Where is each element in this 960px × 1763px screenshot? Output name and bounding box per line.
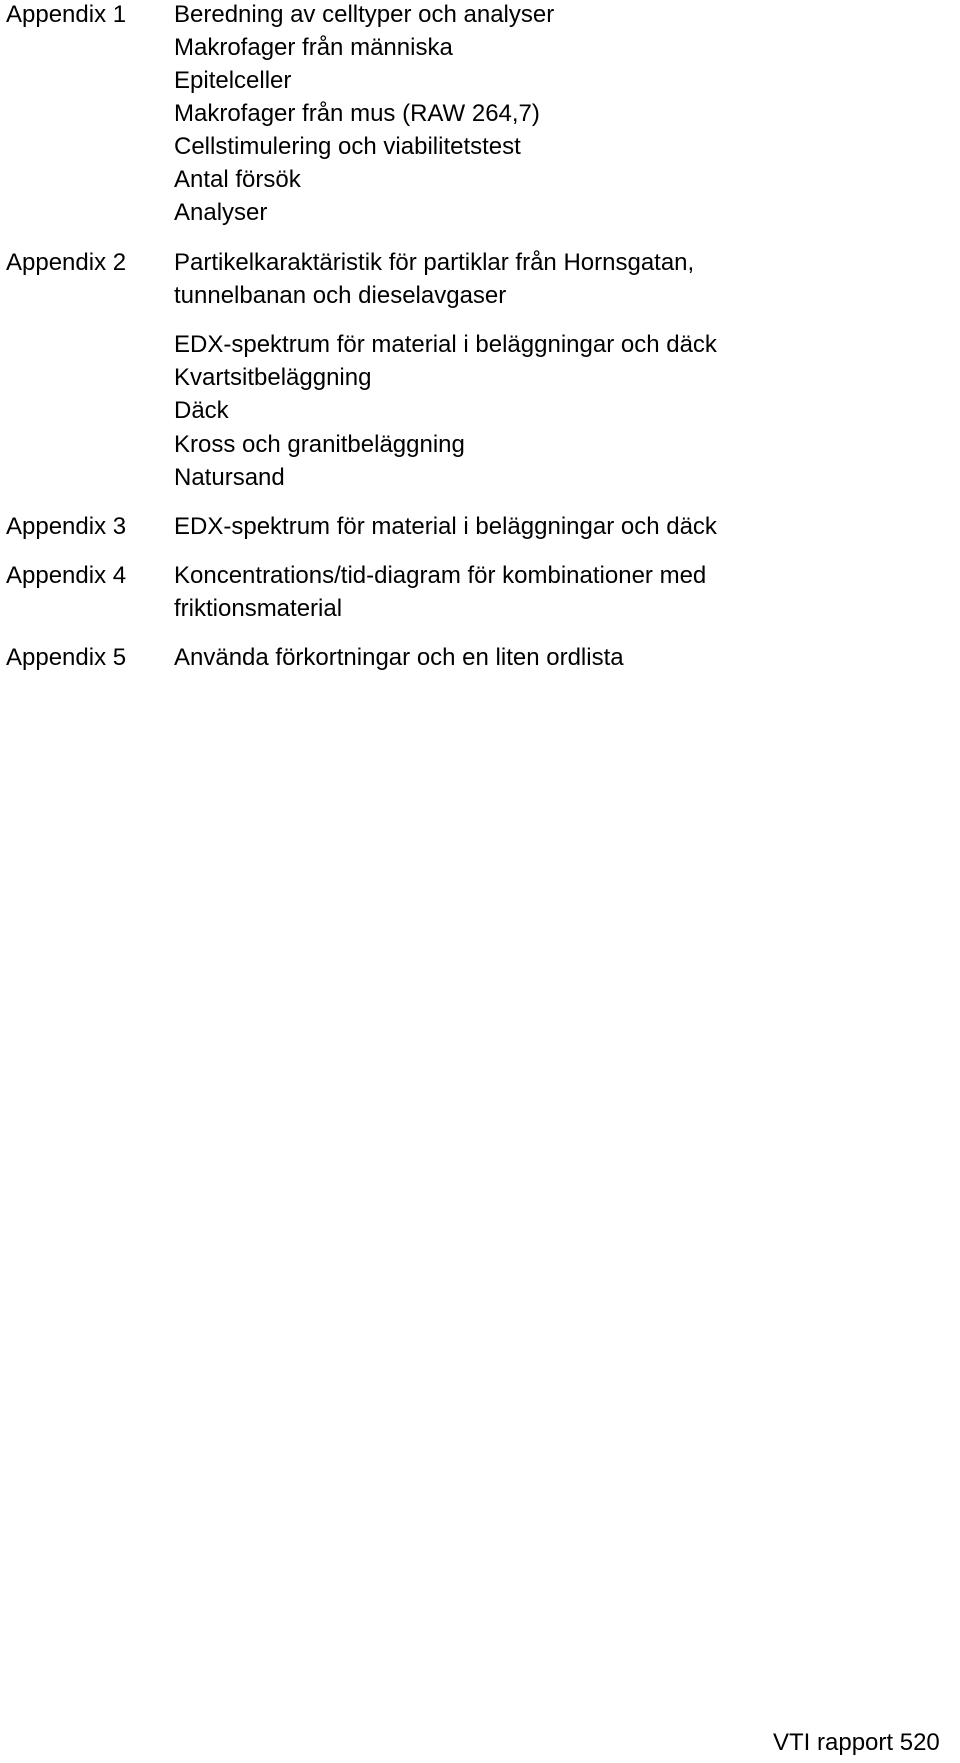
appendix-label: Appendix 4: [6, 562, 127, 589]
appendix-line: tunnelbanan och dieselavgaser: [174, 282, 507, 309]
appendix-line: friktionsmaterial: [174, 595, 343, 622]
appendix-line: Makrofager från människa: [174, 34, 453, 61]
appendix-line: Epitelceller: [174, 67, 292, 94]
appendix-line: Partikelkaraktäristik för partiklar från Hornsgatan,: [174, 249, 695, 276]
appendix-line: Natursand: [174, 464, 285, 491]
appendix-line: Däck: [174, 397, 229, 424]
appendix-label: Appendix 5: [6, 644, 127, 671]
appendix-label: Appendix 1: [6, 1, 127, 28]
appendix-line: Analyser: [174, 199, 268, 226]
appendix-line: Använda förkortningar och en liten ordlista: [174, 644, 624, 671]
appendix-line: Koncentrations/tid-diagram för kombinationer med: [174, 562, 707, 589]
appendix-line: Makrofager från mus (RAW 264,7): [174, 100, 540, 127]
appendix-line: Beredning av celltyper och analyser: [174, 1, 555, 28]
appendix-line: Cellstimulering och viabilitetstest: [174, 133, 521, 160]
appendix-line: Kvartsitbeläggning: [174, 364, 372, 391]
appendix-line: Antal försök: [174, 166, 301, 193]
page-footer: VTI rapport 520: [773, 1729, 940, 1756]
appendix-label: Appendix 2: [6, 249, 127, 276]
appendix-label: Appendix 3: [6, 513, 127, 540]
appendix-line: EDX-spektrum för material i beläggningar och däck: [174, 331, 717, 358]
appendix-line: EDX-spektrum för material i beläggningar och däck: [174, 513, 717, 540]
appendix-line: Kross och granitbeläggning: [174, 431, 465, 458]
